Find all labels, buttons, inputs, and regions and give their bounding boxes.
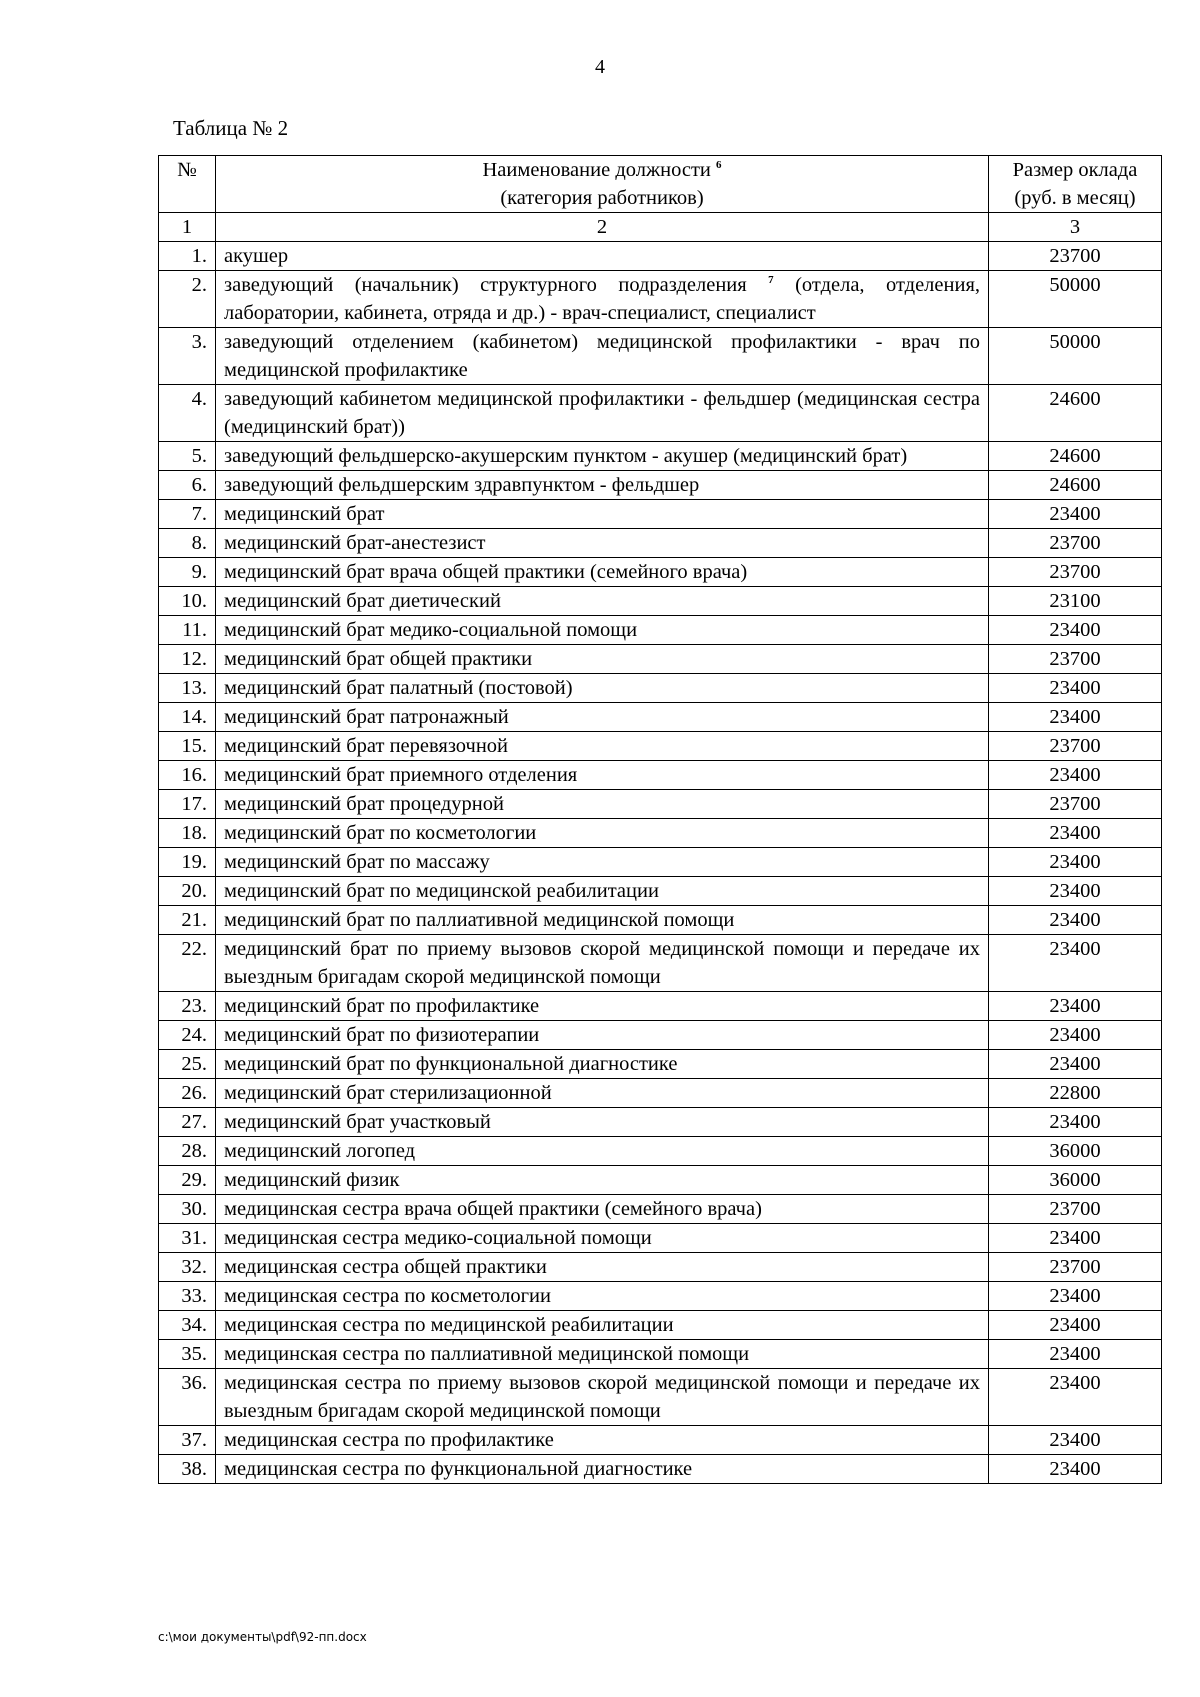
salary-value: 23100 <box>989 587 1162 616</box>
table-row <box>159 1021 1162 1050</box>
position-name: медицинский брат диетический <box>216 587 989 616</box>
row-number: 19. <box>159 848 216 877</box>
position-name: медицинский брат палатный (постовой) <box>216 674 989 703</box>
row-number: 20. <box>159 877 216 906</box>
row-number: 28. <box>159 1137 216 1166</box>
row-number: 4. <box>159 385 216 442</box>
salary-value: 23400 <box>989 1021 1162 1050</box>
position-name-part: (отдела, отделения, лаборатории, кабинета, отряда и др.) - врач-специалист, специалист <box>224 274 981 324</box>
salary-value: 23400 <box>989 935 1162 992</box>
salary-value: 23400 <box>989 761 1162 790</box>
row-number: 7. <box>159 500 216 529</box>
header-salary: Размер оклада (руб. в месяц) <box>989 156 1162 213</box>
row-number: 17. <box>159 790 216 819</box>
salary-value: 23400 <box>989 906 1162 935</box>
column-index: 3 <box>989 213 1162 242</box>
position-name <box>216 271 989 328</box>
table-row <box>159 1079 1162 1108</box>
page-number: 4 <box>595 56 605 78</box>
position-name: медицинская сестра врача общей практики (семейного врача) <box>216 1195 989 1224</box>
row-number: 26. <box>159 1079 216 1108</box>
position-name: медицинский брат по физиотерапии <box>216 1021 989 1050</box>
position-name: медицинский брат процедурной <box>216 790 989 819</box>
position-name: медицинский брат медико-социальной помощи <box>216 616 989 645</box>
column-index-row <box>159 213 1162 242</box>
salary-value: 23700 <box>989 242 1162 271</box>
table-row <box>159 703 1162 732</box>
salary-value: 23400 <box>989 848 1162 877</box>
table-row <box>159 1137 1162 1166</box>
row-number: 10. <box>159 587 216 616</box>
row-number: 13. <box>159 674 216 703</box>
position-name: медицинский брат по функциональной диагностике <box>216 1050 989 1079</box>
table-row <box>159 1340 1162 1369</box>
table-row <box>159 385 1162 442</box>
table-row <box>159 558 1162 587</box>
position-name: акушер <box>216 242 989 271</box>
position-name: медицинская сестра по косметологии <box>216 1282 989 1311</box>
table-row <box>159 1311 1162 1340</box>
position-name: медицинский брат приемного отделения <box>216 761 989 790</box>
salary-value: 23400 <box>989 500 1162 529</box>
table-row <box>159 761 1162 790</box>
row-number: 6. <box>159 471 216 500</box>
salary-value: 36000 <box>989 1166 1162 1195</box>
table-row <box>159 645 1162 674</box>
row-number: 35. <box>159 1340 216 1369</box>
position-name: медицинский брат <box>216 500 989 529</box>
row-number: 8. <box>159 529 216 558</box>
position-name: медицинский брат патронажный <box>216 703 989 732</box>
table-row <box>159 848 1162 877</box>
salary-table <box>158 155 1162 1484</box>
position-name-part: заведующий (начальник) структурного подразделения <box>224 274 747 296</box>
table-row <box>159 271 1162 328</box>
table-row <box>159 328 1162 385</box>
salary-value: 23400 <box>989 1340 1162 1369</box>
position-name: медицинская сестра медико-социальной помощи <box>216 1224 989 1253</box>
position-name: заведующий кабинетом медицинской профилактики - фельдшер (медицинская сестра (медицинский брат)) <box>216 385 989 442</box>
salary-value: 23700 <box>989 558 1162 587</box>
table-row <box>159 935 1162 992</box>
position-name: медицинская сестра по приему вызовов скорой медицинской помощи и передаче их выездным бригадам скорой медицинской помощи <box>216 1369 989 1426</box>
salary-value: 23400 <box>989 703 1162 732</box>
table-row <box>159 587 1162 616</box>
position-name: заведующий отделением (кабинетом) медицинской профилактики - врач по медицинской профилактике <box>216 328 989 385</box>
salary-value: 23700 <box>989 790 1162 819</box>
table-row <box>159 529 1162 558</box>
table-row <box>159 1108 1162 1137</box>
salary-value: 23400 <box>989 819 1162 848</box>
row-number: 27. <box>159 1108 216 1137</box>
table-row <box>159 242 1162 271</box>
position-name: заведующий фельдшерско-акушерским пунктом - акушер (медицинский брат) <box>216 442 989 471</box>
salary-value: 23400 <box>989 877 1162 906</box>
row-number: 16. <box>159 761 216 790</box>
position-name: заведующий фельдшерским здравпунктом - фельдшер <box>216 471 989 500</box>
salary-value: 23700 <box>989 1253 1162 1282</box>
position-name: медицинский брат участковый <box>216 1108 989 1137</box>
table-row <box>159 1369 1162 1426</box>
row-number: 5. <box>159 442 216 471</box>
position-name: медицинский брат по медицинской реабилитации <box>216 877 989 906</box>
position-name: медицинский брат по приему вызовов скорой медицинской помощи и передаче их выездным бригадам скорой медицинской помощи <box>216 935 989 992</box>
position-name: медицинская сестра по функциональной диагностике <box>216 1455 989 1484</box>
table-title: Таблица № 2 <box>173 116 289 140</box>
row-number: 3. <box>159 328 216 385</box>
row-number: 33. <box>159 1282 216 1311</box>
salary-value: 50000 <box>989 328 1162 385</box>
row-number: 25. <box>159 1050 216 1079</box>
row-number: 9. <box>159 558 216 587</box>
salary-value: 24600 <box>989 471 1162 500</box>
position-name: медицинский брат по косметологии <box>216 819 989 848</box>
row-number: 11. <box>159 616 216 645</box>
position-name: медицинский брат врача общей практики (семейного врача) <box>216 558 989 587</box>
row-number: 14. <box>159 703 216 732</box>
position-name: медицинская сестра общей практики <box>216 1253 989 1282</box>
table-row <box>159 1050 1162 1079</box>
table-row <box>159 1426 1162 1455</box>
row-number: 1. <box>159 242 216 271</box>
salary-value: 23400 <box>989 1369 1162 1426</box>
footnote-ref: 6 <box>716 159 722 172</box>
header-position-name: Наименование должности $^6$ (категория работников) <box>216 156 989 213</box>
table-row <box>159 674 1162 703</box>
row-number: 34. <box>159 1311 216 1340</box>
row-number: 24. <box>159 1021 216 1050</box>
table-row <box>159 500 1162 529</box>
row-number: 32. <box>159 1253 216 1282</box>
salary-value: 23400 <box>989 1108 1162 1137</box>
table-header-row <box>159 156 1162 213</box>
row-number: 23. <box>159 992 216 1021</box>
table-row <box>159 1224 1162 1253</box>
table-row <box>159 877 1162 906</box>
row-number: 22. <box>159 935 216 992</box>
salary-value: 23400 <box>989 674 1162 703</box>
table-row <box>159 732 1162 761</box>
row-number: 21. <box>159 906 216 935</box>
salary-value: 23400 <box>989 1426 1162 1455</box>
position-name: медицинский брат по массажу <box>216 848 989 877</box>
footnote-ref: 7 <box>768 274 774 287</box>
table-row <box>159 906 1162 935</box>
row-number: 38. <box>159 1455 216 1484</box>
position-name: медицинская сестра по профилактике <box>216 1426 989 1455</box>
salary-value: 23700 <box>989 645 1162 674</box>
table-row <box>159 819 1162 848</box>
salary-value: 23400 <box>989 1224 1162 1253</box>
file-path-footer: c:\мои документы\pdf\92-пп.docx <box>158 1630 367 1644</box>
table-row <box>159 1166 1162 1195</box>
row-number: 12. <box>159 645 216 674</box>
salary-value: 23400 <box>989 1282 1162 1311</box>
row-number: 29. <box>159 1166 216 1195</box>
position-name: медицинский брат-анестезист <box>216 529 989 558</box>
salary-value: 50000 <box>989 271 1162 328</box>
salary-value: 36000 <box>989 1137 1162 1166</box>
row-number: 15. <box>159 732 216 761</box>
salary-value: 23400 <box>989 1311 1162 1340</box>
header-num: № <box>159 156 216 213</box>
salary-value: 22800 <box>989 1079 1162 1108</box>
salary-value: 23700 <box>989 529 1162 558</box>
table-row <box>159 616 1162 645</box>
row-number: 36. <box>159 1369 216 1426</box>
salary-value: 23700 <box>989 732 1162 761</box>
position-name: медицинская сестра по паллиативной медицинской помощи <box>216 1340 989 1369</box>
position-name: медицинский брат по профилактике <box>216 992 989 1021</box>
salary-value: 24600 <box>989 442 1162 471</box>
salary-value: 23400 <box>989 1455 1162 1484</box>
salary-value: 23400 <box>989 616 1162 645</box>
table-row <box>159 790 1162 819</box>
row-number: 18. <box>159 819 216 848</box>
row-number: 31. <box>159 1224 216 1253</box>
salary-value: 23400 <box>989 1050 1162 1079</box>
table-row <box>159 1282 1162 1311</box>
row-number: 2. <box>159 271 216 328</box>
position-name: медицинская сестра по медицинской реабилитации <box>216 1311 989 1340</box>
position-name: медицинский брат общей практики <box>216 645 989 674</box>
row-number: 37. <box>159 1426 216 1455</box>
table-row <box>159 471 1162 500</box>
table-row <box>159 1195 1162 1224</box>
position-name: медицинский брат по паллиативной медицинской помощи <box>216 906 989 935</box>
position-name: медицинский логопед <box>216 1137 989 1166</box>
row-number: 30. <box>159 1195 216 1224</box>
salary-value: 23700 <box>989 1195 1162 1224</box>
table-row <box>159 442 1162 471</box>
position-name: медицинский физик <box>216 1166 989 1195</box>
table-row <box>159 992 1162 1021</box>
salary-value: 23400 <box>989 992 1162 1021</box>
column-index: 1 <box>159 213 216 242</box>
salary-value: 24600 <box>989 385 1162 442</box>
position-name: медицинский брат стерилизационной <box>216 1079 989 1108</box>
column-index: 2 <box>216 213 989 242</box>
position-name: медицинский брат перевязочной <box>216 732 989 761</box>
table-row <box>159 1253 1162 1282</box>
table-row <box>159 1455 1162 1484</box>
